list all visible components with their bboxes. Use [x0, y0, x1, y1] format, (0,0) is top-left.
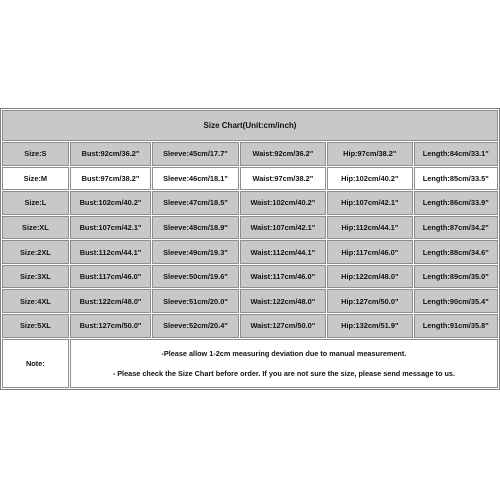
cell-hip: Hip:132cm/51.9" — [327, 314, 412, 338]
cell-waist: Waist:97cm/38.2" — [240, 167, 326, 191]
table-row — [2, 265, 498, 289]
note-label: Note: — [2, 339, 69, 388]
table-row — [2, 142, 498, 166]
cell-waist: Waist:122cm/48.0" — [240, 289, 326, 313]
cell-sleeve: Sleeve:52cm/20.4" — [152, 314, 238, 338]
cell-bust: Bust:102cm/40.2" — [70, 191, 152, 215]
cell-sleeve: Sleeve:47cm/18.5" — [152, 191, 238, 215]
cell-hip: Hip:112cm/44.1" — [327, 216, 412, 240]
cell-bust: Bust:107cm/42.1" — [70, 216, 152, 240]
cell-hip: Hip:122cm/48.0" — [327, 265, 412, 289]
note-line: - Please check the Size Chart before order. If you are not sure the size, please send message to us. — [112, 368, 456, 378]
table-row — [2, 289, 498, 313]
cell-sleeve: Sleeve:46cm/18.1" — [152, 167, 238, 191]
cell-waist: Waist:117cm/46.0" — [240, 265, 326, 289]
chart-title: Size Chart(Unit:cm/inch) — [2, 110, 498, 141]
table-row — [2, 216, 498, 240]
cell-hip: Hip:117cm/46.0" — [327, 240, 412, 264]
cell-length: Length:91cm/35.8" — [414, 314, 499, 338]
cell-bust: Bust:97cm/38.2" — [70, 167, 152, 191]
cell-sleeve: Sleeve:50cm/19.6" — [152, 265, 238, 289]
cell-length: Length:85cm/33.5" — [414, 167, 499, 191]
cell-size: Size:2XL — [2, 240, 69, 264]
cell-hip: Hip:97cm/38.2" — [327, 142, 412, 166]
cell-size: Size:5XL — [2, 314, 69, 338]
cell-sleeve: Sleeve:51cm/20.0" — [152, 289, 238, 313]
note-line: -Please allow 1-2cm measuring deviation due to manual measurement. — [161, 348, 407, 358]
cell-length: Length:88cm/34.6" — [414, 240, 499, 264]
cell-length: Length:90cm/35.4" — [414, 289, 499, 313]
cell-waist: Waist:102cm/40.2" — [240, 191, 326, 215]
cell-waist: Waist:127cm/50.0" — [240, 314, 326, 338]
cell-bust: Bust:92cm/36.2" — [70, 142, 152, 166]
cell-waist: Waist:92cm/36.2" — [240, 142, 326, 166]
note-body — [70, 339, 498, 388]
cell-size: Size:3XL — [2, 265, 69, 289]
cell-size: Size:M — [2, 167, 69, 191]
cell-sleeve: Sleeve:49cm/19.3" — [152, 240, 238, 264]
table-row — [2, 191, 498, 215]
cell-waist: Waist:107cm/42.1" — [240, 216, 326, 240]
cell-bust: Bust:112cm/44.1" — [70, 240, 152, 264]
cell-bust: Bust:117cm/46.0" — [70, 265, 152, 289]
cell-sleeve: Sleeve:45cm/17.7" — [152, 142, 238, 166]
cell-hip: Hip:127cm/50.0" — [327, 289, 412, 313]
table-row — [2, 167, 498, 191]
cell-sleeve: Sleeve:48cm/18.9" — [152, 216, 238, 240]
cell-length: Length:86cm/33.9" — [414, 191, 499, 215]
table-row — [2, 314, 498, 338]
cell-bust: Bust:127cm/50.0" — [70, 314, 152, 338]
cell-size: Size:4XL — [2, 289, 69, 313]
table-row — [2, 240, 498, 264]
cell-size: Size:L — [2, 191, 69, 215]
cell-size: Size:XL — [2, 216, 69, 240]
cell-bust: Bust:122cm/48.0" — [70, 289, 152, 313]
cell-length: Length:89cm/35.0" — [414, 265, 499, 289]
cell-length: Length:84cm/33.1" — [414, 142, 499, 166]
note-row — [2, 339, 498, 388]
cell-length: Length:87cm/34.2" — [414, 216, 499, 240]
size-chart-table — [0, 108, 500, 390]
cell-hip: Hip:102cm/40.2" — [327, 167, 412, 191]
title-row — [2, 110, 498, 141]
cell-size: Size:S — [2, 142, 69, 166]
cell-waist: Waist:112cm/44.1" — [240, 240, 326, 264]
cell-hip: Hip:107cm/42.1" — [327, 191, 412, 215]
